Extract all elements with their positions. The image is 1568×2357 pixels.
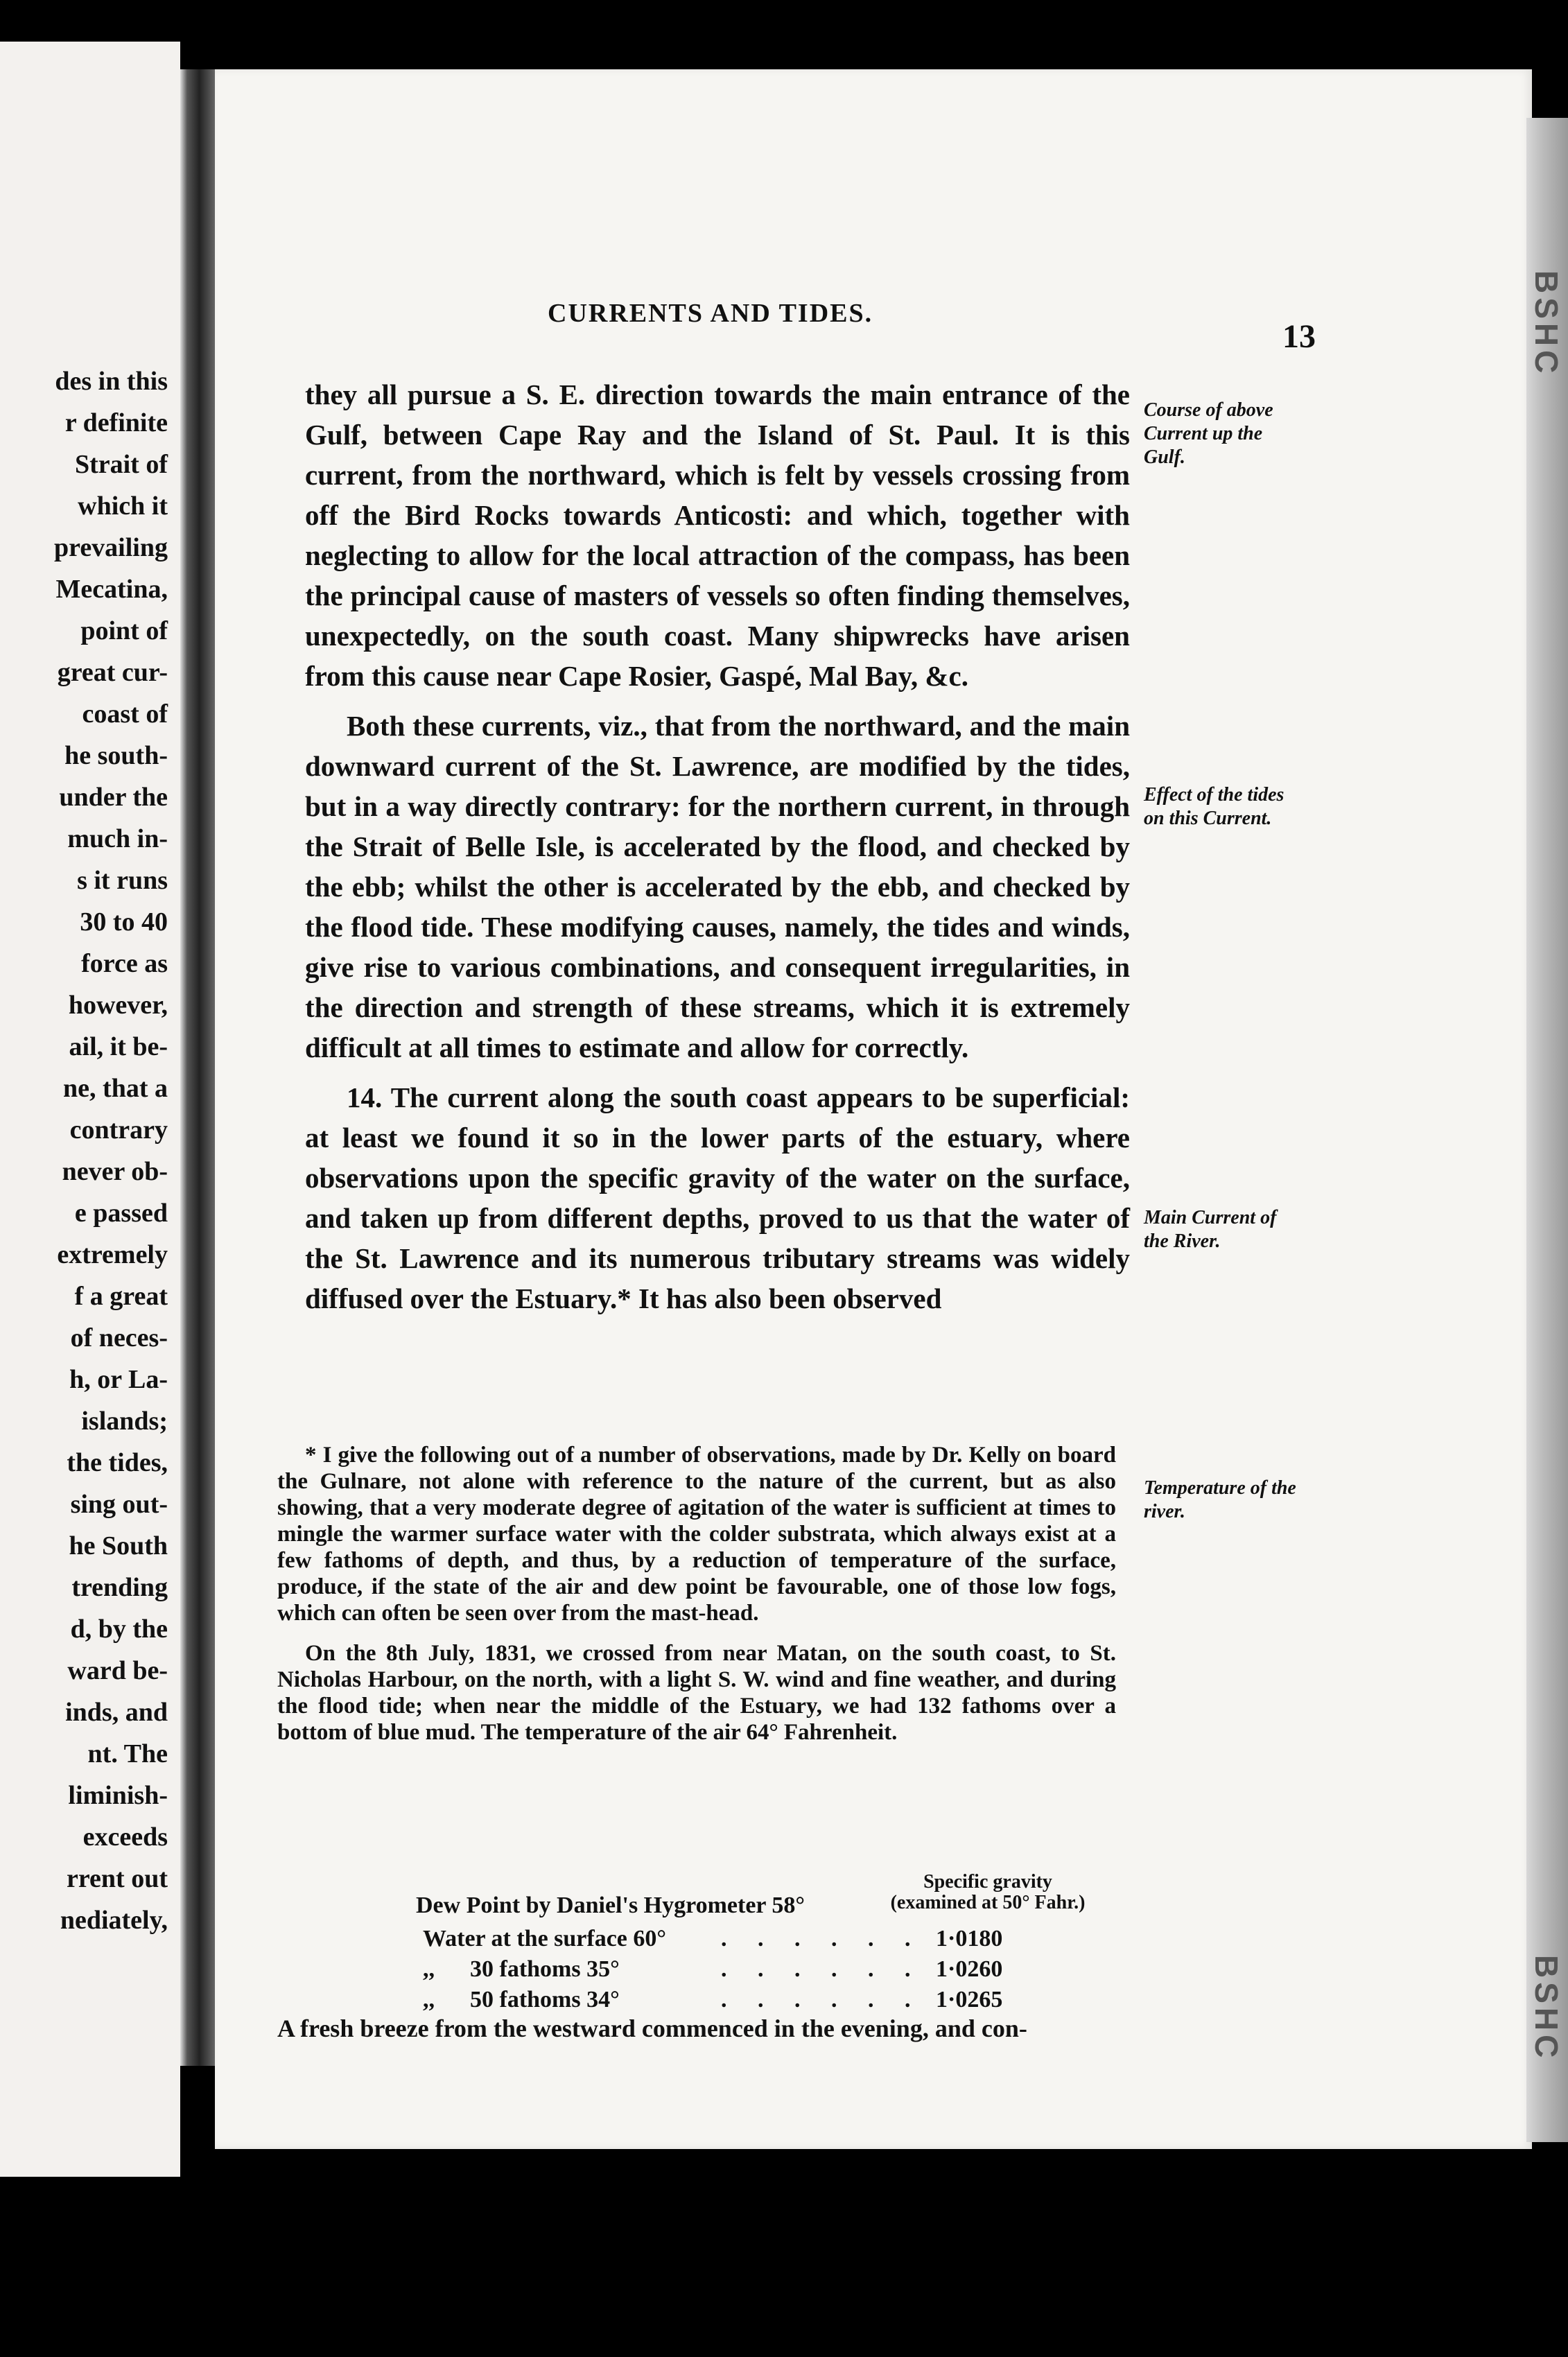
table-heading: Specific gravity (examined at 50° Fahr.) <box>890 1871 1086 1913</box>
left-page-line: nediately, <box>60 1906 168 1935</box>
paragraph-1: they all pursue a S. E. direction towards the main entrance of the Gulf, between Cape Ray and the Island of St. Paul. It is this current, from the northward, which is felt by vessels crossing from off the Bird Rocks towards Anticosti: and which, together with neglecting to allow for the local attraction of the compass, has been the principal cause of masters of vessels so often finding themselves, unexpectedly, on the south coast. Many shipwrecks have arisen from this cause near Cape Rosier, Gaspé, Mal Bay, &c. <box>305 379 1130 692</box>
left-page-line: liminish- <box>68 1781 168 1810</box>
left-page-line: contrary <box>69 1115 168 1145</box>
left-page-line: the tides, <box>67 1448 168 1477</box>
left-page-line: ward be- <box>67 1656 168 1685</box>
final-line: A fresh breeze from the westward commenced in the evening, and con- <box>277 2015 1027 2042</box>
left-page-text <box>1 360 168 1941</box>
edge-stamp-bottom: BSHC <box>1528 1955 1565 2062</box>
table-row: ,, 50 fathoms 34° . . . . . . 1·0265 <box>423 1987 1003 2012</box>
footnote-paragraph-2: On the 8th July, 1831, we crossed from near Matan, on the south coast, to St. Nicholas Harbour, on the north, with a light S. W. wind and fine weather, and during the flood tide; when near the middle of the Estuary, we had 132 fathoms over a bottom of blue mud. The temperature of the air 64° Fahrenheit. <box>277 1641 1116 1745</box>
left-page-line: trending <box>71 1573 168 1602</box>
left-page-line: e passed <box>74 1199 168 1228</box>
paragraph-2: Both these currents, viz., that from the northward, and the main downward current of the St. Lawrence, are modified by the tides, but in a way directly contrary: for the northern current, in through the Strait of Belle Isle, is accelerated by the flood, and checked by the ebb; whilst the other is accelerated by the ebb, and checked by the flood tide. These modifying causes, namely, the tides and winds, give rise to various combinations, and consequent irregularities, in the direction and strength of these streams, which it is extremely difficult at all times to estimate and allow for correctly. <box>305 710 1130 1063</box>
footnote <box>277 1442 1116 1746</box>
left-page-line: great cur- <box>57 658 168 687</box>
left-page-line: however, <box>68 991 168 1020</box>
page-number: 13 <box>1282 318 1316 355</box>
body-text <box>305 374 1130 1319</box>
left-page-line: rrent out <box>67 1864 168 1893</box>
page-edge <box>1526 118 1568 2142</box>
left-page-line: nt. The <box>87 1739 168 1768</box>
left-page-line: des in this <box>55 367 168 396</box>
left-page-line: sing out- <box>70 1490 168 1519</box>
margin-note-effect: Effect of the tides on this Current. <box>1144 784 1284 829</box>
running-head: CURRENTS AND TIDES. <box>548 299 873 328</box>
left-page-fragment <box>0 42 180 2177</box>
left-page-line: force as <box>81 949 168 978</box>
margin-note-temperature: Temperature of the river. <box>1144 1477 1296 1522</box>
left-page-line: f a great <box>74 1282 168 1311</box>
edge-stamp-top: BSHC <box>1528 270 1565 378</box>
left-page-line: islands; <box>81 1407 168 1436</box>
left-page-line: Mecatina, <box>55 575 168 604</box>
dew-point-row: Dew Point by Daniel's Hygrometer 58° <box>416 1893 805 1918</box>
left-page-line: 30 to 40 <box>80 907 168 937</box>
left-page-line: prevailing <box>54 533 168 562</box>
left-page-line: of neces- <box>70 1323 168 1353</box>
left-page-line: which it <box>78 492 168 521</box>
margin-note-main-current: Main Current of the River. <box>1144 1207 1277 1252</box>
left-page-line: under the <box>59 783 168 812</box>
left-page-line: much in- <box>67 824 168 853</box>
left-page-line: s it runs <box>77 866 168 895</box>
left-page-line: extremely <box>57 1240 168 1269</box>
left-page-line: ne, that a <box>63 1074 168 1103</box>
left-page-line: point of <box>80 616 168 645</box>
table-row: ,, 30 fathoms 35° . . . . . . 1·0260 <box>423 1956 1003 1982</box>
margin-note-course: Course of above Current up the Gulf. <box>1144 399 1273 468</box>
left-page-line: r definite <box>64 408 168 437</box>
left-page-line: h, or La- <box>69 1365 168 1394</box>
book-spine <box>180 69 215 2066</box>
left-page-line: never ob- <box>62 1157 168 1186</box>
table-row: Water at the surface 60° . . . . . . 1·0180 <box>423 1926 1003 1951</box>
left-page-line: d, by the <box>70 1615 168 1644</box>
footnote-paragraph-1: * I give the following out of a number of observations, made by Dr. Kelly on board the Gulnare, not alone with reference to the nature of the current, but as also showing, that a very moderate degree of agitation of the water is sufficient at times to mingle the warmer surface water with the colder substrata, which always exist at a few fathoms of depth, and thus, by a reduction of temperature of the surface, produce, if the state of the air and dew point be favourable, one of those low fogs, which can often be seen over from the mast-head. <box>277 1443 1116 1626</box>
left-page-line: Strait of <box>74 450 168 479</box>
left-page-line: exceeds <box>82 1823 168 1852</box>
left-page-line: ail, it be- <box>69 1032 168 1061</box>
left-page-line: coast of <box>82 699 168 729</box>
left-page-line: he South <box>69 1531 168 1560</box>
left-page-line: inds, and <box>65 1698 168 1727</box>
paragraph-3: 14. The current along the south coast appears to be superficial: at least we found it so in the lower parts of the estuary, where observations upon the specific gravity of the water on the surface, and taken up from different depths, proved to us that the water of the St. Lawrence and its numerous tributary streams was widely diffused over the Estuary.* It has also been observed <box>305 1081 1130 1314</box>
left-page-line: he south- <box>64 741 168 770</box>
